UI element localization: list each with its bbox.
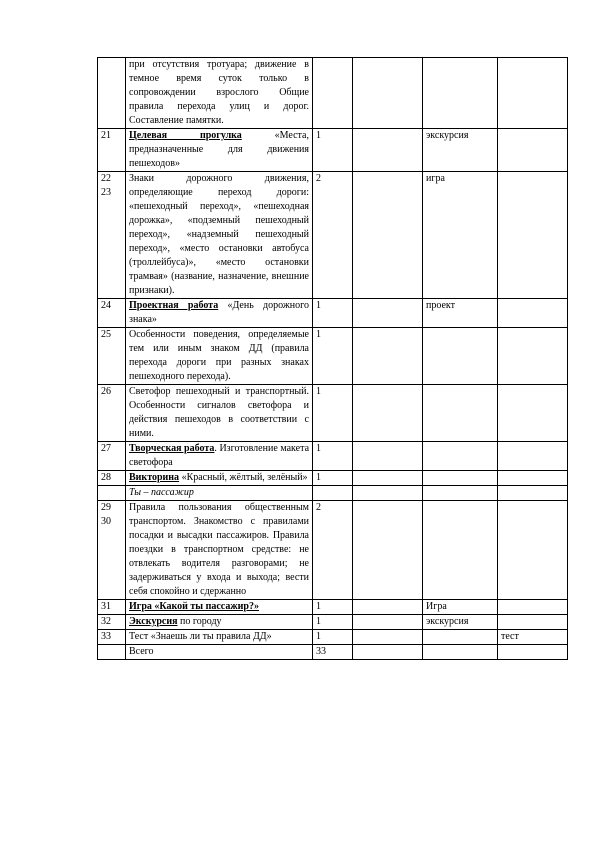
extra-cell — [498, 486, 568, 501]
lesson-number: 29 — [101, 502, 111, 513]
table-row — [98, 471, 568, 486]
form-cell — [423, 486, 498, 501]
hours-cell: 1 — [313, 299, 353, 328]
form-cell: Игра — [423, 600, 498, 615]
hours-cell: 33 — [313, 645, 353, 660]
hours-cell: 1 — [313, 385, 353, 442]
form-cell: экскурсия — [423, 129, 498, 172]
lesson-topic-cell — [126, 299, 313, 328]
lesson-topic: Правила пользования общественным транспортом. Знакомство с правилами посадки и высадки пассажиров. Правила поездки в транспортном средстве: не отвлекать водителя разговорами; не задерживаться у входа и выхода; вести себя спокойно и сдержанно — [129, 502, 309, 597]
table-row — [98, 630, 568, 645]
activity-type: Викторина — [129, 472, 180, 483]
lesson-topic: Знаки дорожного движения, определяющие переход дороги: «пешеходный переход», «пешеходная дорожка», «подземный пешеходный переход», «надземный пешеходный переход», «место остановки автобуса (троллейбуса)», «место остановки трамвая» (название, назначение, внешние признаки). — [129, 173, 309, 296]
date-cell — [353, 486, 423, 501]
hours-cell: 1 — [313, 630, 353, 645]
lesson-number: 24 — [101, 300, 111, 311]
lesson-number-cell — [98, 442, 126, 471]
lesson-plan-body — [98, 58, 568, 660]
hours-cell: 1 — [313, 328, 353, 385]
date-cell — [353, 385, 423, 442]
extra-cell — [498, 442, 568, 471]
extra-cell — [498, 471, 568, 486]
extra-cell — [498, 129, 568, 172]
lesson-number-cell — [98, 299, 126, 328]
extra-cell: тест — [498, 630, 568, 645]
extra-cell — [498, 600, 568, 615]
lesson-topic: Светофор пешеходный и транспортный. Особенности сигналов светофора и действия пешеходов в соответствии с ними. — [129, 386, 309, 439]
lesson-number: 31 — [101, 601, 111, 612]
table-row — [98, 442, 568, 471]
extra-cell — [498, 385, 568, 442]
lesson-topic: по городу — [177, 616, 222, 627]
lesson-topic-cell — [126, 471, 313, 486]
activity-type: Творческая работа — [129, 443, 215, 454]
table-row — [98, 486, 568, 501]
form-cell — [423, 630, 498, 645]
table-row — [98, 501, 568, 600]
table-row — [98, 615, 568, 630]
table-row — [98, 645, 568, 660]
lesson-number: 32 — [101, 616, 111, 627]
lesson-number-cell — [98, 501, 126, 600]
lesson-number-cell — [98, 645, 126, 660]
lesson-topic-cell — [126, 172, 313, 299]
lesson-number: 25 — [101, 329, 111, 340]
lesson-topic: «Места, предназначенные для движения пешеходов» — [129, 130, 309, 169]
extra-cell — [498, 299, 568, 328]
lesson-number-cell — [98, 630, 126, 645]
extra-cell — [498, 645, 568, 660]
date-cell — [353, 328, 423, 385]
lesson-topic: при отсутствия тротуара; движение в темное время суток только в сопровождении взрослого Общие правила перехода улиц и дорог. Составление памятки. — [129, 59, 309, 126]
date-cell — [353, 442, 423, 471]
lesson-number-cell — [98, 615, 126, 630]
date-cell — [353, 501, 423, 600]
hours-cell — [313, 58, 353, 129]
date-cell — [353, 172, 423, 299]
table-row — [98, 129, 568, 172]
lesson-plan-table — [97, 57, 568, 660]
hours-cell: 1 — [313, 600, 353, 615]
hours-cell: 1 — [313, 442, 353, 471]
date-cell — [353, 645, 423, 660]
lesson-topic-cell — [126, 129, 313, 172]
date-cell — [353, 299, 423, 328]
table-row — [98, 600, 568, 615]
lesson-number-cell — [98, 471, 126, 486]
table-row — [98, 58, 568, 129]
hours-cell: 1 — [313, 471, 353, 486]
extra-cell — [498, 615, 568, 630]
lesson-topic-cell — [126, 486, 313, 501]
hours-cell: 2 — [313, 172, 353, 299]
table-row — [98, 385, 568, 442]
lesson-number-cell — [98, 328, 126, 385]
form-cell — [423, 385, 498, 442]
table-row — [98, 328, 568, 385]
section-heading: Ты – пассажир — [129, 487, 194, 498]
lesson-number: 27 — [101, 443, 111, 454]
activity-type: Проектная работа — [129, 300, 219, 311]
lesson-topic-cell — [126, 645, 313, 660]
extra-cell — [498, 501, 568, 600]
lesson-topic-cell — [126, 615, 313, 630]
extra-cell — [498, 172, 568, 299]
extra-cell — [498, 328, 568, 385]
lesson-topic-cell — [126, 630, 313, 645]
date-cell — [353, 58, 423, 129]
lesson-number-cell — [98, 129, 126, 172]
lesson-number: 30 — [101, 516, 111, 527]
activity-type: Игра «Какой ты пассажир?» — [129, 601, 259, 612]
date-cell — [353, 129, 423, 172]
lesson-number-cell — [98, 486, 126, 501]
hours-cell — [313, 486, 353, 501]
lesson-topic: «День дорожного знака» — [129, 300, 309, 325]
lesson-topic: Тест «Знаешь ли ты правила ДД» — [129, 631, 272, 642]
form-cell — [423, 501, 498, 600]
hours-cell: 1 — [313, 615, 353, 630]
lesson-topic-cell — [126, 58, 313, 129]
lesson-topic: . Изготовление макета светофора — [129, 443, 310, 468]
hours-cell: 2 — [313, 501, 353, 600]
date-cell — [353, 471, 423, 486]
lesson-number-cell — [98, 172, 126, 299]
activity-type: Экскурсия — [129, 616, 178, 627]
form-cell — [423, 58, 498, 129]
lesson-topic-cell — [126, 328, 313, 385]
lesson-topic: Всего — [129, 646, 154, 657]
form-cell — [423, 442, 498, 471]
hours-cell: 1 — [313, 129, 353, 172]
lesson-number: 28 — [101, 472, 111, 483]
lesson-topic-cell — [126, 501, 313, 600]
table-row — [98, 299, 568, 328]
lesson-number-cell — [98, 58, 126, 129]
lesson-number-cell — [98, 600, 126, 615]
lesson-number: 21 — [101, 130, 111, 141]
lesson-number: 22 — [101, 173, 111, 184]
lesson-number: 23 — [101, 187, 111, 198]
lesson-number: 26 — [101, 386, 111, 397]
lesson-topic: Особенности поведения, определяемые тем или иным знаком ДД (правила перехода дороги при разных знаках пешеходного перехода). — [129, 329, 309, 382]
form-cell: игра — [423, 172, 498, 299]
lesson-topic-cell — [126, 385, 313, 442]
lesson-topic-cell — [126, 600, 313, 615]
lesson-number-cell — [98, 385, 126, 442]
lesson-topic-cell — [126, 442, 313, 471]
form-cell — [423, 328, 498, 385]
form-cell — [423, 645, 498, 660]
extra-cell — [498, 58, 568, 129]
form-cell — [423, 471, 498, 486]
lesson-number: 33 — [101, 631, 111, 642]
activity-type: Целевая прогулка — [129, 130, 242, 141]
date-cell — [353, 630, 423, 645]
table-row — [98, 172, 568, 299]
form-cell: проект — [423, 299, 498, 328]
lesson-topic: «Красный, жёлтый, зелёный» — [179, 472, 308, 483]
date-cell — [353, 600, 423, 615]
date-cell — [353, 615, 423, 630]
form-cell: экскурсия — [423, 615, 498, 630]
